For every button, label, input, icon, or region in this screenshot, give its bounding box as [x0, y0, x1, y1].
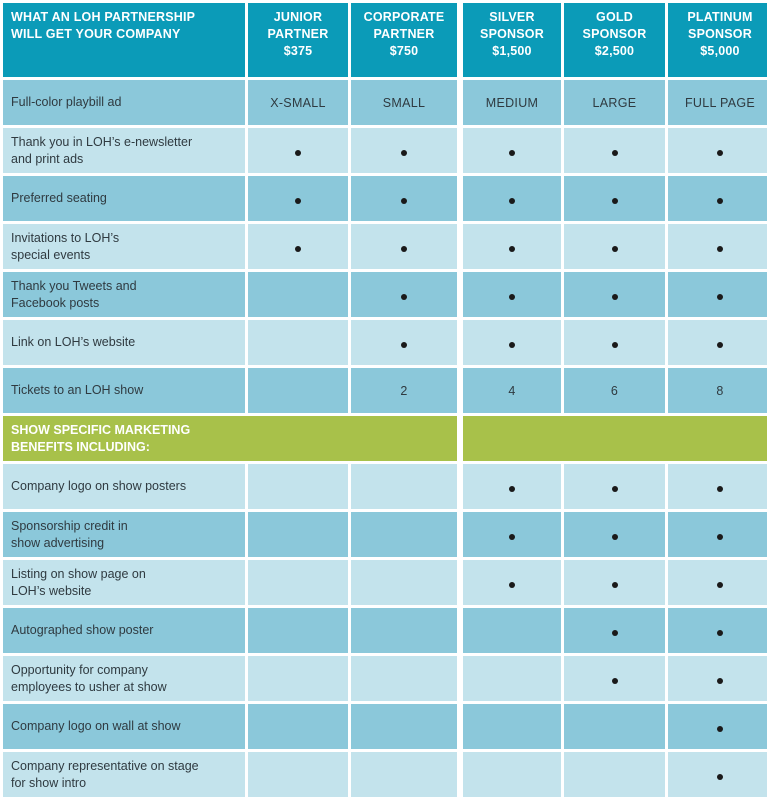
- benefit-label-line: Autographed show poster: [11, 623, 154, 637]
- benefit-cell: [564, 608, 665, 653]
- benefit-label-line: Listing on show page on: [11, 566, 146, 581]
- section-header: [3, 416, 457, 461]
- benefit-cell: [564, 128, 665, 173]
- benefit-value: X-SMALL: [270, 95, 326, 110]
- included-dot: [401, 150, 407, 156]
- benefit-cell: [351, 752, 457, 797]
- benefit-value: SMALL: [382, 95, 426, 110]
- benefit-cell: [463, 272, 561, 317]
- header-tier-line: SPONSOR: [582, 27, 647, 41]
- benefit-label: [3, 656, 245, 701]
- benefit-label-line: Invitations to LOH’s: [11, 230, 120, 245]
- included-dot: [509, 246, 515, 252]
- included-dot: [401, 198, 407, 204]
- benefit-cell: [351, 464, 457, 509]
- benefit-label-text: [11, 478, 186, 495]
- benefit-value: 2: [400, 383, 408, 398]
- benefit-cell: [351, 704, 457, 749]
- included-dot: [717, 726, 723, 732]
- benefit-cell: [351, 560, 457, 605]
- benefit-cell: [463, 368, 561, 413]
- benefit-cell: [668, 464, 767, 509]
- benefit-cell: [668, 704, 767, 749]
- benefit-cell: [564, 464, 665, 509]
- benefit-label-line: Thank you in LOH’s e-newsletter: [11, 134, 193, 149]
- included-dot: [612, 486, 618, 492]
- benefit-label: [3, 320, 245, 365]
- header-tier-line: $5,000: [700, 44, 740, 58]
- included-dot: [509, 294, 515, 300]
- benefit-cell: [564, 512, 665, 557]
- included-dot: [612, 294, 618, 300]
- benefit-label: [3, 512, 245, 557]
- benefit-cell: [564, 320, 665, 365]
- benefit-cell: [668, 176, 767, 221]
- benefit-label-text: [11, 662, 167, 696]
- header-title-line: WILL GET YOUR COMPANY: [11, 27, 181, 41]
- included-dot: [717, 246, 723, 252]
- benefit-cell: [668, 656, 767, 701]
- benefit-label-text: [11, 518, 128, 552]
- header-tier-line: SPONSOR: [688, 27, 752, 41]
- included-dot: [509, 342, 515, 348]
- benefit-label: [3, 464, 245, 509]
- header-tier-1: [248, 3, 348, 77]
- benefit-label-line: and print ads: [11, 151, 84, 166]
- included-dot: [717, 198, 723, 204]
- benefit-cell: [463, 512, 561, 557]
- benefit-cell: [248, 656, 348, 701]
- header-tier-line: SILVER: [489, 10, 535, 24]
- included-dot: [717, 342, 723, 348]
- header-title: [3, 3, 245, 77]
- header-tier-line: GOLD: [596, 10, 633, 24]
- benefit-cell: [463, 560, 561, 605]
- benefit-cell: [668, 224, 767, 269]
- header-tier-line: JUNIOR: [273, 10, 323, 24]
- header-tier-text: [687, 9, 752, 60]
- included-dot: [509, 486, 515, 492]
- benefit-label: [3, 368, 245, 413]
- benefit-label-line: show advertising: [11, 535, 105, 550]
- benefit-label-line: Company logo on wall at show: [11, 719, 181, 733]
- benefit-label-text: [11, 622, 153, 639]
- benefit-label-text: [11, 718, 181, 735]
- benefit-label-text: [11, 758, 199, 792]
- benefit-cell: [564, 224, 665, 269]
- header-tier-text: [583, 9, 647, 60]
- header-tier-line: PARTNER: [267, 27, 329, 41]
- benefit-cell: [463, 80, 561, 125]
- benefit-label-line: Facebook posts: [11, 295, 100, 310]
- benefit-label-text: [11, 382, 143, 399]
- benefit-cell: [668, 368, 767, 413]
- header-tier-line: SPONSOR: [480, 27, 544, 41]
- benefit-cell: [668, 320, 767, 365]
- benefit-cell: [248, 176, 348, 221]
- included-dot: [612, 582, 618, 588]
- header-tier-5: [668, 3, 767, 77]
- included-dot: [612, 246, 618, 252]
- header-tier-text: [364, 9, 445, 60]
- benefit-cell: [463, 320, 561, 365]
- benefit-cell: [248, 560, 348, 605]
- benefit-cell: [463, 656, 561, 701]
- benefit-cell: [463, 704, 561, 749]
- benefit-label-text: [11, 230, 119, 264]
- included-dot: [295, 150, 301, 156]
- benefit-label-text: [11, 334, 135, 351]
- benefit-label: [3, 272, 245, 317]
- benefit-cell: [668, 608, 767, 653]
- benefit-label-line: Company representative on stage: [11, 758, 199, 773]
- included-dot: [717, 630, 723, 636]
- header-tier-line: CORPORATE: [363, 10, 445, 24]
- benefit-label-line: Opportunity for company: [11, 662, 148, 677]
- benefit-label-line: Thank you Tweets and: [11, 278, 137, 293]
- benefit-value: 4: [508, 383, 516, 398]
- section-header-fill: [463, 416, 767, 461]
- benefit-cell: [248, 128, 348, 173]
- benefit-cell: [564, 272, 665, 317]
- benefit-label: [3, 608, 245, 653]
- benefit-cell: [351, 656, 457, 701]
- benefit-cell: [564, 704, 665, 749]
- benefit-cell: [564, 176, 665, 221]
- included-dot: [295, 246, 301, 252]
- benefit-label-line: Tickets to an LOH show: [11, 383, 144, 397]
- section-header-line: BENEFITS INCLUDING:: [11, 439, 150, 454]
- benefit-cell: [668, 272, 767, 317]
- included-dot: [717, 294, 723, 300]
- header-tier-text: [268, 9, 329, 60]
- benefit-cell: [351, 368, 457, 413]
- header-tier-line: PLATINUM: [687, 10, 753, 24]
- included-dot: [717, 582, 723, 588]
- benefit-cell: [463, 176, 561, 221]
- benefit-cell: [351, 320, 457, 365]
- benefit-label-line: Full-color playbill ad: [11, 95, 122, 109]
- header-tier-3: [463, 3, 561, 77]
- benefit-label-text: [11, 566, 146, 600]
- benefit-cell: [463, 608, 561, 653]
- included-dot: [612, 630, 618, 636]
- benefit-cell: [668, 80, 767, 125]
- benefit-cell: [668, 560, 767, 605]
- benefit-cell: [351, 128, 457, 173]
- benefit-cell: [248, 320, 348, 365]
- benefit-cell: [351, 272, 457, 317]
- benefit-cell: [248, 464, 348, 509]
- benefit-label: [3, 128, 245, 173]
- included-dot: [717, 678, 723, 684]
- benefit-label-line: LOH’s website: [11, 583, 92, 598]
- benefit-label: [3, 176, 245, 221]
- benefit-cell: [248, 752, 348, 797]
- benefit-cell: [248, 224, 348, 269]
- benefit-label: [3, 224, 245, 269]
- benefit-cell: [351, 224, 457, 269]
- header-title-line: WHAT AN LOH PARTNERSHIP: [11, 10, 196, 24]
- benefit-cell: [564, 656, 665, 701]
- included-dot: [612, 198, 618, 204]
- benefit-label: [3, 560, 245, 605]
- benefit-label-text: [11, 134, 192, 168]
- section-header-line: SHOW SPECIFIC MARKETING: [11, 422, 191, 437]
- benefit-label: [3, 752, 245, 797]
- header-title-text: [11, 9, 195, 43]
- benefit-cell: [668, 752, 767, 797]
- benefit-label-line: Link on LOH’s website: [11, 335, 136, 349]
- included-dot: [509, 198, 515, 204]
- included-dot: [509, 534, 515, 540]
- benefit-cell: [668, 128, 767, 173]
- header-tier-line: $2,500: [594, 44, 635, 58]
- benefit-label: [3, 80, 245, 125]
- benefit-value: MEDIUM: [485, 95, 539, 110]
- benefit-cell: [351, 512, 457, 557]
- benefit-cell: [463, 128, 561, 173]
- benefit-label: [3, 704, 245, 749]
- header-tier-2: [351, 3, 457, 77]
- included-dot: [717, 486, 723, 492]
- benefit-label-line: Preferred seating: [11, 191, 107, 205]
- header-tier-4: [564, 3, 665, 77]
- benefit-cell: [668, 512, 767, 557]
- included-dot: [509, 150, 515, 156]
- header-tier-line: PARTNER: [373, 27, 435, 41]
- benefit-label-line: for show intro: [11, 775, 87, 790]
- included-dot: [612, 678, 618, 684]
- benefit-cell: [463, 752, 561, 797]
- benefit-value: FULL PAGE: [684, 95, 756, 110]
- benefit-label-text: [11, 94, 121, 111]
- included-dot: [509, 582, 515, 588]
- benefit-label-text: [11, 278, 137, 312]
- benefit-label-line: Company logo on show posters: [11, 479, 187, 493]
- included-dot: [401, 342, 407, 348]
- benefit-cell: [248, 272, 348, 317]
- benefit-cell: [248, 512, 348, 557]
- benefit-cell: [351, 176, 457, 221]
- benefit-label-line: Sponsorship credit in: [11, 518, 128, 533]
- header-tier-line: $1,500: [492, 44, 532, 58]
- included-dot: [717, 534, 723, 540]
- benefit-cell: [564, 752, 665, 797]
- included-dot: [612, 342, 618, 348]
- included-dot: [612, 150, 618, 156]
- benefit-label-text: [11, 190, 107, 207]
- benefit-cell: [248, 368, 348, 413]
- benefit-cell: [248, 80, 348, 125]
- included-dot: [717, 774, 723, 780]
- benefit-cell: [564, 80, 665, 125]
- benefit-label-line: employees to usher at show: [11, 679, 167, 694]
- header-tier-line: $750: [389, 44, 419, 58]
- included-dot: [612, 534, 618, 540]
- partnership-benefits-table: [3, 3, 767, 797]
- included-dot: [401, 294, 407, 300]
- benefit-cell: [248, 704, 348, 749]
- benefit-label-line: special events: [11, 247, 91, 262]
- benefit-value: 6: [610, 383, 619, 398]
- included-dot: [295, 198, 301, 204]
- benefit-cell: [463, 464, 561, 509]
- benefit-value: LARGE: [592, 95, 637, 110]
- benefit-value: 8: [716, 383, 724, 398]
- benefit-cell: [351, 80, 457, 125]
- header-tier-text: [480, 9, 544, 60]
- benefit-cell: [564, 368, 665, 413]
- benefit-cell: [463, 224, 561, 269]
- header-tier-line: $375: [283, 44, 313, 58]
- included-dot: [401, 246, 407, 252]
- benefit-cell: [351, 608, 457, 653]
- benefit-cell: [564, 560, 665, 605]
- benefit-cell: [248, 608, 348, 653]
- section-header-text: [11, 422, 190, 456]
- included-dot: [717, 150, 723, 156]
